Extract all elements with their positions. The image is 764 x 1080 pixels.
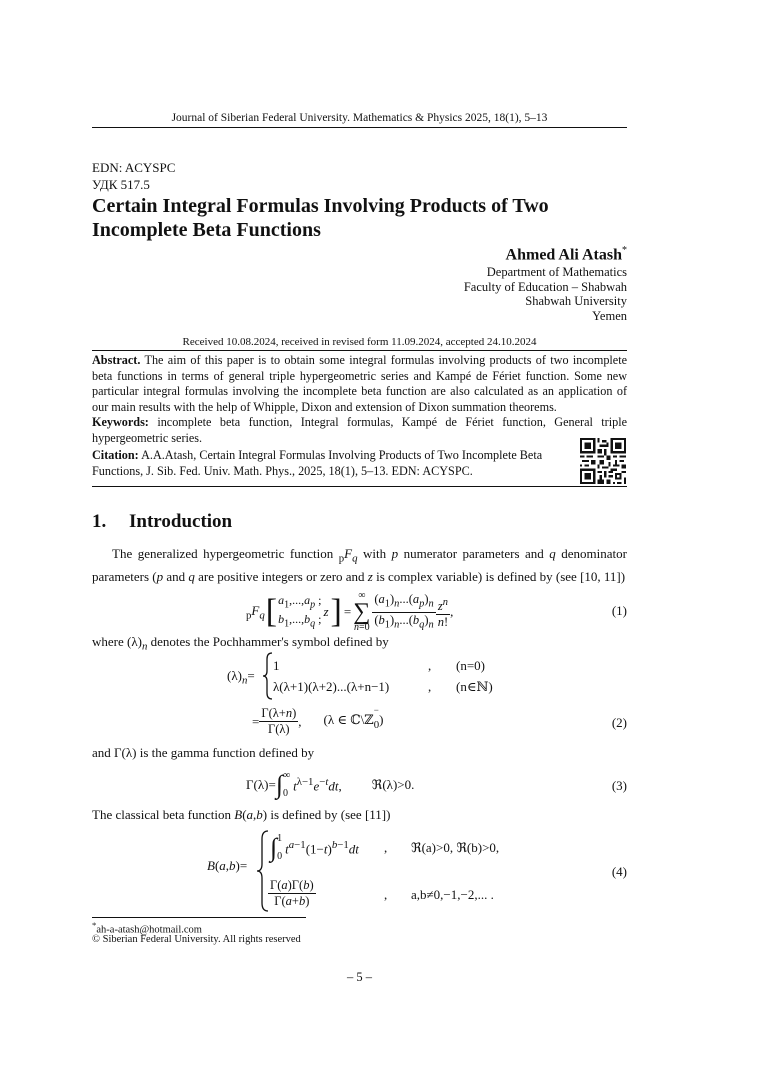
beta-gamma-ratio: $\frac{\Gamma(a)\Gamma(b)}{\Gamma(a+b)}$: [270, 878, 314, 908]
udk-label: УДК 517.5: [92, 177, 150, 192]
p1-text-a: The generalized hypergeometric function: [112, 546, 339, 561]
title-line-2: Incomplete Beta Functions: [92, 219, 321, 241]
author-name: [506, 245, 627, 264]
p4-text-b: is defined by (see [11]): [267, 807, 391, 822]
equation-1: $_pF_q$ [ $a_1,...,a_p$ ; $b_1,...,b_q$ ; z ] = ∞ ∑ n=0 $\frac{(a_1)_n...(a_p)_n}{(b_1)_n...(b_q)_n}$ $\frac{z^n}{n!}$ ,: [246, 590, 454, 633]
page-number: – 5 –: [347, 970, 372, 984]
pochhammer-lhs: $(\lambda)_n=$: [227, 668, 255, 687]
equation-3-number: (3): [611, 778, 627, 793]
qr-code-icon: [580, 438, 626, 484]
paragraph-1: The generalized hypergeometric function $_pF_q$ with p numerator parameters and q denominator parameters (p and q are positive integers or zero and z is complex variable) is defined by (see [10, 11]): [92, 546, 627, 584]
eq2-case-1-condition: (n=0): [456, 658, 485, 673]
abstract-label: Abstract.: [92, 353, 141, 367]
section-number: 1.: [92, 511, 107, 532]
equation-2: = $\frac{\Gamma(\lambda+n)}{\Gamma(\lambda)}$ , (λ ∈ ℂ\ℤ $_{- 0}$): [252, 704, 384, 736]
header-rule: [92, 127, 627, 128]
equation-3: Γ(λ)= ∫ ∞ 0 $t^{\lambda-1}e^{-t}dt$, ℜ(λ)>0.: [246, 770, 415, 799]
paragraph-3: and Γ(λ) is the gamma function defined by: [92, 745, 315, 760]
paragraph-2: where $(\lambda)_n$ denotes the Pochhammer's symbol defined by: [92, 634, 389, 653]
eq2-case-2: λ(λ+1)(λ+2)...(λ+n−1): [273, 679, 390, 694]
email-text: ah-a-atash@hotmail.com: [96, 924, 202, 936]
abstract: [92, 353, 627, 415]
title-line-1: Certain Integral Formulas Involving Products of Two: [92, 195, 549, 217]
keywords: [92, 415, 627, 446]
section-title: Introduction: [129, 511, 233, 532]
affiliation-line-1: Department of Mathematics: [486, 265, 627, 279]
eq2-case-1: 1: [273, 658, 280, 673]
footnote-copyright: © Siberian Federal University. All rights reserved: [92, 934, 301, 945]
affiliation-line-3: Shabwah University: [525, 294, 627, 308]
p1-text-e: and: [163, 568, 189, 584]
eq4-case-2-comma: ,: [384, 887, 388, 902]
equation-1-number: (1): [611, 603, 627, 618]
p1-text-c: numerator parameters and: [398, 546, 550, 561]
citation-text: A.A.Atash, Certain Integral Formulas Involving Products of Two Incomplete Beta Functions, J. Sib. Fed. Univ. Math. Phys., 2025, 18(1), 5–13. EDN: ACYSPC.: [92, 448, 543, 478]
abstract-top-rule: [92, 350, 627, 351]
edn-label: EDN: ACYSPC: [92, 160, 176, 175]
abstract-text: The aim of this paper is to obtain some integral formulas involving products of two incomplete beta functions in terms of general triple hypergeometric series and Kampé de Fériet function. Some new particular integral formulas involving the incomplete beta function are also calculated as an application of our main results with the help of Whipple, Dixon and extension of Dixon summation theorems.: [92, 353, 628, 414]
received-dates: Received 10.08.2024, received in revised form 11.09.2024, accepted 24.10.2024: [182, 336, 537, 348]
p1-text-g: is complex variable) is defined by (see [10, 11]): [372, 568, 626, 584]
eq2-condition: (λ ∈ ℂ\ℤ: [323, 712, 374, 728]
keywords-label: Keywords:: [92, 415, 149, 429]
eq4-condition-2: a,b≠0,−1,−2,... .: [411, 887, 494, 902]
beta-integral: ∫ 1 0 $t^{a-1}(1-t)^{b-1}dt$: [270, 833, 359, 862]
p2-text-b: denotes the Pochhammer's symbol defined by: [147, 634, 389, 649]
p1-text-b: with: [357, 546, 392, 561]
p4-text-a: The classical beta function: [92, 807, 235, 822]
p1-text-f: are positive integers or zero and: [194, 568, 368, 584]
affiliation-line-4: Yemen: [592, 309, 627, 323]
author-name-text: Ahmed Ali Atash: [505, 246, 622, 264]
journal-header: Journal of Siberian Federal University. Mathematics & Physics 2025, 18(1), 5–13: [171, 112, 548, 124]
abstract-bottom-rule: [92, 486, 627, 487]
eq3-condition: ℜ(λ)>0.: [371, 777, 415, 792]
section-heading: [92, 511, 232, 533]
paper-title: [92, 194, 612, 242]
eq2-case-2-condition: (n∈ℕ): [456, 679, 493, 694]
author-footnote-mark: *: [622, 245, 627, 256]
citation: [92, 447, 562, 479]
equation-2-number: (2): [611, 715, 627, 730]
eq4-condition-1: ℜ(a)>0, ℜ(b)>0,: [411, 840, 500, 855]
keywords-text: incomplete beta function, Integral formulas, Kampé de Fériet function, General triple hypergeometric series.: [92, 415, 628, 445]
eq2-case-1-comma: ,: [428, 658, 432, 673]
eq2-case-2-comma: ,: [428, 679, 432, 694]
p1-text-d: denominator parameters (: [92, 546, 627, 584]
email-footnote-mark: *: [92, 920, 97, 930]
p2-text: where (λ): [92, 634, 142, 649]
footnote-rule: [92, 917, 306, 918]
beta-lhs: B(a,b)=: [207, 858, 248, 873]
equation-4-number: (4): [611, 864, 627, 879]
eq4-case-1-comma: ,: [384, 840, 388, 855]
paragraph-4: The classical beta function B(a,b) is defined by (see [11]): [92, 807, 391, 822]
affiliation-line-2: Faculty of Education – Shabwah: [463, 280, 627, 294]
citation-label: Citation:: [92, 448, 139, 462]
